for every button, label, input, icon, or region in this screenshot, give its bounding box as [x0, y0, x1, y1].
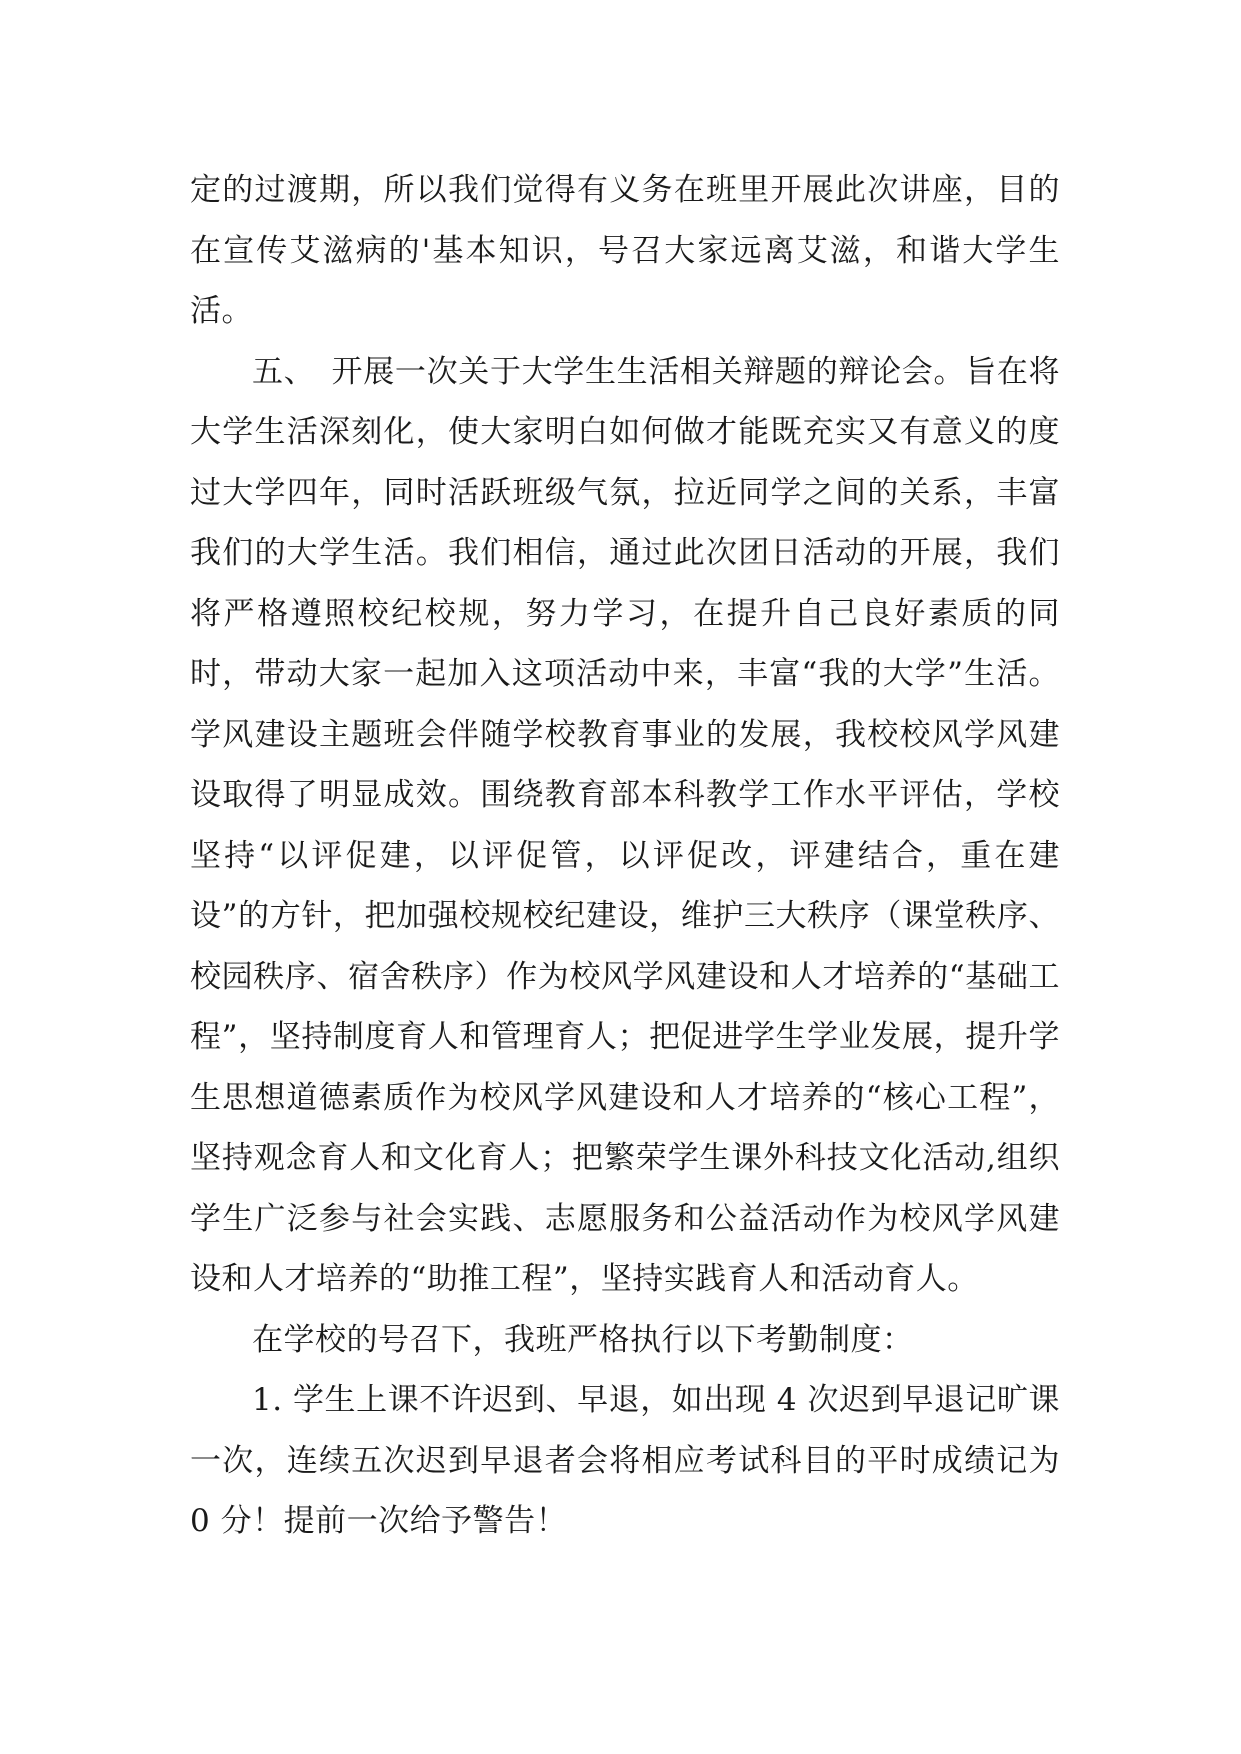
- document-body: [190, 160, 1060, 1552]
- paragraph-attendance-intro: 在学校的号召下，我班严格执行以下考勤制度：: [252, 1321, 914, 1358]
- paragraph-continuation: 定的过渡期，所以我们觉得有义务在班里开展此次讲座，目的在宣传艾滋病的'基本知识，号召大家远离艾滋，和谐大学生活。: [190, 172, 1060, 329]
- paragraph-rule-one: 1. 学生上课不许迟到、早退，如出现 4 次迟到早退记旷课一次，连续五次迟到早退者会将相应考试科目的平时成绩记为 0 分！提前一次给予警告！: [190, 1382, 1060, 1539]
- paragraph-item-five: 五、 开展一次关于大学生生活相关辩题的辩论会。旨在将大学生活深刻化，使大家明白如何做才能既充实又有意义的度过大学四年，同时活跃班级气氛，拉近同学之间的关系，丰富我们的大学生活。我们相信，通过此次团日活动的开展，我们将严格遵照校纪校规，努力学习，在提升自己良好素质的同时，带动大家一起加入这项活动中来，丰富“我的大学”生活。学风建设主题班会伴随学校教育事业的发展，我校校风学风建设取得了明显成效。围绕教育部本科教学工作水平评估，学校坚持“以评促建，以评促管，以评促改，评建结合，重在建设”的方针，把加强校规校纪建设，维护三大秩序（课堂秩序、校园秩序、宿舍秩序）作为校风学风建设和人才培养的“基础工程”，坚持制度育人和管理育人；把促进学生学业发展，提升学生思想道德素质作为校风学风建设和人才培养的“核心工程”，坚持观念育人和文化育人；把繁荣学生课外科技文化活动,组织学生广泛参与社会实践、志愿服务和公益活动作为校风学风建设和人才培养的“助推工程”，坚持实践育人和活动育人。: [190, 353, 1060, 1297]
